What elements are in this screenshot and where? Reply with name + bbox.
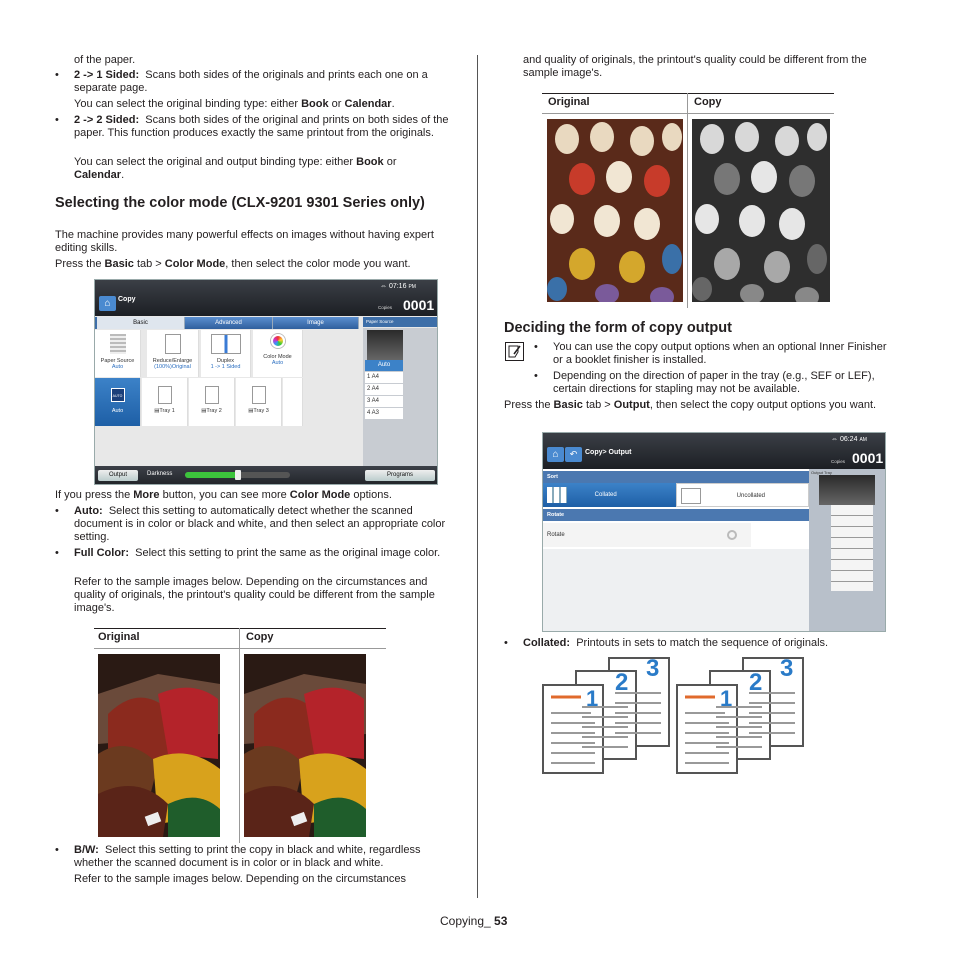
bullet-label: 2 -> 1 Sided:	[74, 69, 140, 81]
output-tray-panel	[809, 469, 886, 632]
clock: ⇔ 06:24 AM	[831, 436, 867, 443]
tray-3-tile[interactable]: ▤Tray 3	[236, 378, 282, 426]
output-tray-label: Output Tray	[811, 470, 832, 475]
screen-title: Copy> Output	[585, 449, 632, 456]
copy-count: 0001	[403, 297, 435, 313]
collated-option[interactable]: Collated	[543, 483, 676, 507]
back-icon[interactable]: ↶	[565, 447, 582, 462]
copy-count: 0001	[852, 450, 884, 466]
footer-label: Copying_	[440, 914, 495, 928]
sheet-number: 3	[646, 655, 660, 682]
duplex-icon	[211, 334, 241, 354]
bullet-full-color: • Full Color: Select this setting to print the same as the original image color.	[55, 547, 441, 559]
top-bar	[95, 280, 437, 316]
bullet-text: Scans both sides of the original and prints on both sides of the paper. This function produces exactly the same printout from the originals.	[74, 114, 449, 139]
darkness-label: Darkness	[147, 471, 173, 477]
column-divider	[477, 55, 478, 898]
tab-advanced[interactable]: Advanced	[185, 317, 273, 329]
press-output-instruction: Press the Basic tab > Output, then select the copy output options you want.	[504, 399, 877, 411]
table-header-original: Original	[548, 96, 590, 108]
bullet-2-1-sided: • 2 -> 1 Sided: Scans both sides of the originals and prints each one on a separate page.	[55, 69, 428, 94]
sample-table-bw	[542, 93, 834, 308]
radio-icon[interactable]	[727, 530, 737, 540]
press-instruction: Press the Basic tab > Color Mode, then select the color mode you want.	[55, 258, 411, 270]
bullet-2-2-sided: • 2 -> 2 Sided: Scans both sides of the original and prints on both sides of the paper. This function produces exactly the same printout from the originals.	[55, 114, 449, 139]
original-bags-image	[98, 654, 220, 837]
uncollated-option[interactable]: Uncollated	[676, 483, 809, 507]
home-icon[interactable]: ⌂	[99, 296, 116, 311]
sample-table-color	[94, 628, 386, 843]
paper-source-header: Paper Source	[363, 317, 438, 327]
output-button[interactable]: Output	[98, 470, 138, 481]
refer-text-continued: and quality of originals, the printout's quality could be different from the sample image's.	[523, 54, 867, 79]
table-header-copy: Copy	[246, 631, 274, 643]
bullet-auto: • Auto: Select this setting to automatically detect whether the scanned document is in color or black and white, and then select an appropriate color setting.	[55, 505, 446, 543]
paper-stack-icon	[110, 334, 126, 354]
darkness-slider[interactable]	[185, 472, 290, 478]
auto-icon: AUTO	[111, 388, 125, 402]
tray-1-tile[interactable]: ▤Tray 1	[142, 378, 188, 426]
option-paper-source[interactable]: Paper Source Auto	[95, 330, 141, 377]
auto-tile[interactable]: AUTO Auto	[95, 378, 141, 426]
collated-set-1	[541, 657, 671, 775]
side-tray-1[interactable]: 1 A4	[365, 372, 403, 383]
intro-text: The machine provides many powerful effects on images without having expert editing skills.	[55, 229, 434, 254]
more-button-text: If you press the More button, you can see more Color Mode options.	[55, 489, 392, 501]
tab-bar	[95, 317, 359, 329]
sort-section-header: Sort	[543, 471, 809, 483]
slider-handle[interactable]	[235, 470, 241, 480]
printer-icon	[819, 475, 875, 505]
content-area	[543, 549, 809, 632]
section-heading-copy-output: Deciding the form of copy output	[504, 320, 732, 336]
copy-output-screenshot	[542, 432, 886, 632]
home-icon[interactable]: ⌂	[547, 447, 564, 462]
binding-note-1: You can select the original binding type: either Book or Calendar.	[74, 98, 395, 110]
paper-source-panel	[363, 328, 438, 466]
continued-text: of the paper.	[74, 54, 136, 66]
copies-label: Copies	[378, 305, 393, 310]
reduce-enlarge-icon	[165, 334, 181, 354]
sheet-number: 2	[615, 669, 629, 696]
tray-stack-icon	[831, 505, 873, 591]
paper-icon	[205, 386, 219, 404]
option-duplex[interactable]: Duplex 1 -> 1 Sided	[201, 330, 251, 377]
clock: ⇔ 07:16 PM	[380, 283, 416, 290]
sheet-number: 3	[780, 655, 794, 682]
bottom-bar	[95, 466, 437, 484]
tab-image[interactable]: Image	[273, 317, 359, 329]
side-tray-2[interactable]: 2 A4	[365, 384, 403, 395]
copy-basic-screenshot	[94, 279, 438, 485]
page-number: 53	[494, 914, 508, 928]
copy-bags-image	[244, 654, 366, 837]
page-footer	[440, 915, 507, 928]
option-color-mode[interactable]: Color Mode Auto	[253, 330, 303, 377]
sheet-number: 1	[720, 686, 733, 711]
original-masks-image	[547, 119, 683, 302]
bullet-text: Scans both sides of the originals and prints each one on a separate page.	[74, 69, 428, 94]
copies-label: Copies	[831, 459, 846, 464]
side-tray-4[interactable]: 4 A3	[365, 408, 403, 419]
table-header-copy: Copy	[694, 96, 722, 108]
bullet-bw: • B/W: Select this setting to print the copy in black and white, regardless whether the scanned document is in color or in black and white.	[55, 844, 421, 869]
more-tile[interactable]	[283, 378, 303, 426]
rotate-section-header: Rotate	[543, 509, 809, 521]
copy-masks-bw-image	[692, 119, 830, 302]
bullet-collated: • Collated: Printouts in sets to match the sequence of originals.	[504, 637, 829, 649]
paper-icon	[158, 386, 172, 404]
side-tray-3[interactable]: 3 A4	[365, 396, 403, 407]
tray-2-tile[interactable]: ▤Tray 2	[189, 378, 235, 426]
side-auto[interactable]: Auto	[365, 360, 403, 371]
bullet-label: 2 -> 2 Sided:	[74, 114, 140, 126]
refer-text-2: Refer to the sample images below. Depending on the circumstances	[74, 873, 407, 885]
option-reduce-enlarge[interactable]: Reduce/Enlarge (100%)Original	[147, 330, 199, 377]
collated-set-2	[675, 657, 805, 775]
rotate-option[interactable]: Rotate	[543, 523, 751, 547]
tab-basic[interactable]: Basic	[97, 317, 185, 329]
printer-icon	[367, 330, 403, 360]
color-wheel-icon	[271, 334, 285, 348]
collated-icon	[547, 487, 567, 503]
programs-button[interactable]: Programs	[365, 470, 435, 481]
note-icon	[505, 342, 524, 361]
note-bullet-2: • Depending on the direction of paper in the tray (e.g., SEF or LEF), certain directions for stapling may not be available.	[534, 370, 875, 395]
top-bar	[543, 433, 885, 469]
screen-title: Copy	[118, 296, 136, 303]
binding-note-2: You can select the original and output binding type: either Book or Calendar.	[74, 156, 397, 181]
table-header-original: Original	[98, 631, 140, 643]
note-bullet-1: • You can use the copy output options when an optional Inner Finisher or a booklet finisher is installed.	[534, 341, 887, 366]
sheet-number: 2	[749, 669, 763, 696]
sheet-number: 1	[586, 686, 599, 711]
uncollated-icon	[681, 488, 701, 504]
refer-text-1: Refer to the sample images below. Depending on the circumstances and quality of originals, the printout's quality could be different from the sample image's.	[74, 576, 435, 614]
section-heading-color-mode: Selecting the color mode (CLX-9201 9301 Series only)	[55, 195, 425, 211]
paper-icon	[252, 386, 266, 404]
